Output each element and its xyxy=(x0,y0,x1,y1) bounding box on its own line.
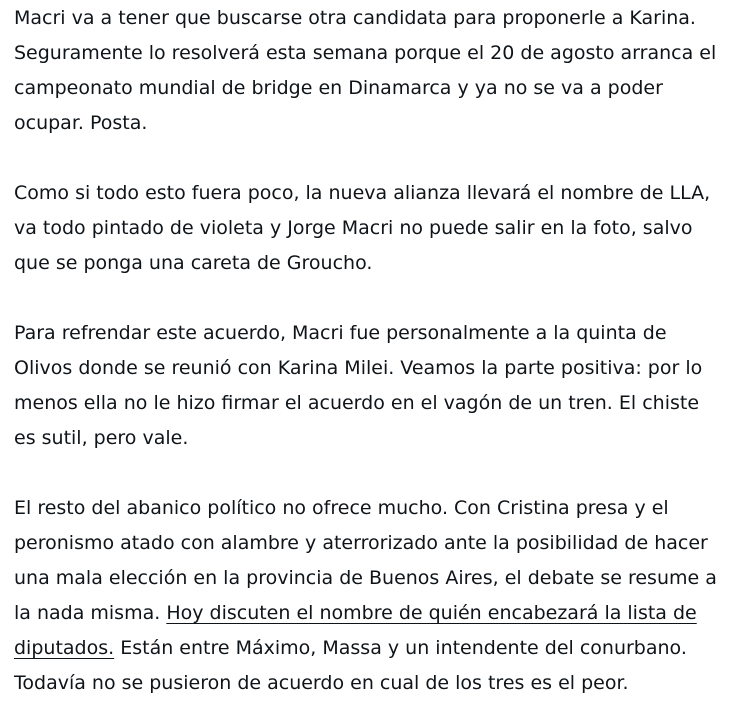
paragraph-4-text-before-link: El resto del abanico político no ofrece mucho. Con Cristina presa y el peronismo atado con alambre y aterrorizado ante la posibilidad de hacer una mala elección en la provincia de Buenos Aires, el debate se resume a la nada misma. xyxy=(14,497,717,624)
paragraph-2: Como si todo esto fuera poco, la nueva alianza llevará el nombre de LLA, va todo pintado de violeta y Jorge Macri no puede salir en la foto, salvo que se ponga una careta de Groucho. xyxy=(14,182,711,274)
paragraph-1: Macri va a tener que buscarse otra candidata para proponerle a Karina. Seguramente lo resolverá esta semana porque el 20 de agosto arranca el campeonato mundial de bridge en Dinamarca y ya no se va a poder ocupar. Posta. xyxy=(14,7,717,134)
article-inline-link[interactable]: Hoy discuten el nombre de quién encabezará la lista de diputados. xyxy=(14,602,697,659)
paragraph-4 xyxy=(14,491,723,701)
paragraph-3: Para refrendar este acuerdo, Macri fue personalmente a la quinta de Olivos donde se reunió con Karina Milei. Veamos la parte positiva: por lo menos ella no le hizo firmar el acuerdo en el vagón de un tren. El chiste es sutil, pero vale. xyxy=(14,322,703,449)
paragraph-4-text-after-link: Están entre Máximo, Massa y un intendente del conurbano. Todavía no se pusieron de acuerdo en cual de los tres es el peor. xyxy=(14,637,687,694)
